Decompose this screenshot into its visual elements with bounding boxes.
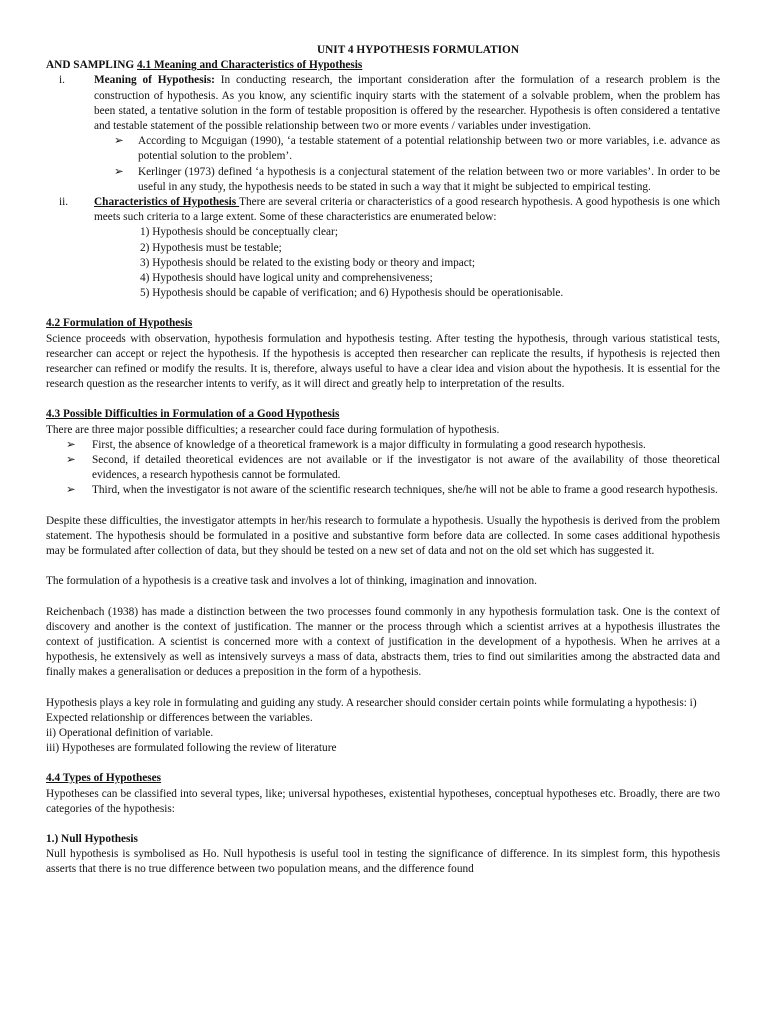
- section-4-4-paragraph: Hypotheses can be classified into several types, like; universal hypotheses, existential hypotheses, conceptual hypotheses etc. Broadly, there are two categories of the hypothesis:: [46, 787, 720, 815]
- key-role-point-2: ii) Operational definition of variable.: [46, 726, 214, 739]
- characteristics-text: There are several criteria or characteristics of a good research hypothesis. A good hypothesis is one which meets such criteria to a large extent. Some of these characteristics are enumerated below:: [94, 196, 720, 224]
- list-item: 1) Hypothesis should be conceptually clear;: [140, 226, 338, 239]
- unit-title: UNIT 4 HYPOTHESIS FORMULATION: [316, 44, 519, 56]
- section-title-4-3: 4.3 Possible Difficulties in Formulation of a Good Hypothesis: [46, 408, 340, 421]
- characteristics-label: Characteristics of Hypothesis: [94, 196, 240, 209]
- section-4-3-intro: There are three major possible difficulties; a researcher could face during formulation of hypothesis.: [46, 423, 500, 436]
- item-meaning-of-hypothesis: [46, 73, 720, 134]
- section-title-4-4: 4.4 Types of Hypotheses: [46, 772, 162, 785]
- definition-bullets: [110, 134, 720, 195]
- arrow-bullet-icon: ➢: [66, 484, 76, 497]
- meaning-paragraph: [94, 73, 720, 134]
- section-4-2-paragraph: Science proceeds with observation, hypothesis formulation and hypothesis testing. After testing the hypothesis, through various statistical tests, researcher can accept or reject the hypothesis. If the hypothesis is accepted then researcher can replicate the results, if hypothesis is rejected then researcher can refined or modify the results. It is, therefore, always useful to have a clear idea and vision about the hypothesis. It is essential for the research question as the researcher intents to verify, as it will direct and greatly help to interpretation of the results.: [46, 332, 720, 391]
- list-item: 2) Hypothesis must be testable;: [140, 241, 282, 254]
- section-heading-4-1: [46, 58, 720, 73]
- list-item: ➢ Third, when the investigator is not aware of the scientific research techniques, she/he will not be able to frame a good research hypothesis.: [66, 483, 720, 498]
- heading-prefix: AND SAMPLING: [46, 59, 138, 72]
- null-hypothesis-title: 1.) Null Hypothesis: [46, 832, 138, 845]
- list-item: ➢ Second, if detailed theoretical evidences are not available or if the investigator is not aware of the availability of those theoretical evidences, a research hypothesis cannot be formulated.: [66, 453, 720, 483]
- arrow-bullet-icon: ➢: [66, 454, 76, 467]
- null-hypothesis-paragraph: Null hypothesis is symbolised as Ho. Null hypothesis is useful tool in testing the significance of difference. In its simplest form, this hypothesis asserts that there is no true difference between two population means, and the difference found: [46, 848, 720, 876]
- arrow-bullet-icon: ➢: [66, 438, 76, 451]
- characteristics-list: [140, 225, 720, 301]
- list-item: ➢ According to Mcguigan (1990), ‘a testable statement of a potential relationship between two or more variables, i.e. advance as potential solution to the problem’.: [110, 134, 720, 164]
- item-characteristics-of-hypothesis: [46, 195, 720, 225]
- meaning-text: In conducting research, the important consideration after the formulation of a research problem is the construction of hypothesis. As you know, any scientific inquiry starts with the statement of a solvable problem, when the problem has been stated, a tentative solution in the form of testable proposition is offered by the researcher. Hypothesis is often considered a tentative and testable statement of the possible relationship between two or more events / variables under investigation.: [94, 74, 720, 133]
- arrow-bullet-icon: ➢: [114, 135, 124, 148]
- creative-task-paragraph: The formulation of a hypothesis is a creative task and involves a lot of thinking, imagination and innovation.: [46, 575, 537, 588]
- heading-section-title: 4.1 Meaning and Characteristics of Hypothesis: [137, 59, 363, 72]
- roman-numeral: ii.: [59, 196, 69, 209]
- arrow-bullet-icon: ➢: [114, 165, 124, 178]
- roman-numeral: i.: [59, 74, 65, 87]
- key-role-paragraph: Hypothesis plays a key role in formulating and guiding any study. A researcher should consider certain points while formulating a hypothesis: i) Expected relationship or differences between the variables.: [46, 696, 697, 724]
- meaning-label: Meaning of Hypothesis:: [94, 74, 215, 87]
- list-item: 5) Hypothesis should be capable of verification; and 6) Hypothesis should be operationisable.: [140, 287, 564, 300]
- section-title-4-2: 4.2 Formulation of Hypothesis: [46, 317, 193, 330]
- key-role-point-3: iii) Hypotheses are formulated following the review of literature: [46, 742, 337, 755]
- list-item: 3) Hypothesis should be related to the existing body or theory and impact;: [140, 256, 476, 269]
- characteristics-paragraph: [94, 195, 720, 225]
- difficulties-bullets: [66, 438, 720, 499]
- difficulties-paragraph: Despite these difficulties, the investigator attempts in her/his research to formulate a hypothesis. Usually the hypothesis is derived from the problem statement. The hypothesis should be formulated in a positive and substantive form before data are collected. In some cases additional hypothesis may be formulated after collection of data, but they should be tested on a new set of data and not on the old set which has suggested it.: [46, 514, 720, 558]
- list-item: ➢ Kerlinger (1973) defined ‘a hypothesis is a conjectural statement of the relation between two or more variables’. In order to be useful in any study, the hypothesis needs to be stated in such a way that it might be subjected to empirical testing.: [110, 165, 720, 195]
- reichenbach-paragraph: Reichenbach (1938) has made a distinction between the two processes found commonly in any hypothesis formulation task. One is the context of discovery and another is the context of justification. The manner or the process through which a scientist arrives at a hypothesis illustrates the context of justification. A scientist is concerned more with a context of justification in the development of a hypothesis. When he arrives at a hypothesis, he extensively as well as intensively surveys a mass of data, abstracts them, tries to find out similarities among the abstracted data and finally makes a generalisation or deduces a preposition in the form of a hypothesis.: [46, 605, 720, 679]
- list-item: 4) Hypothesis should have logical unity and comprehensiveness;: [140, 272, 433, 285]
- list-item: ➢ First, the absence of knowledge of a theoretical framework is a major difficulty in formulating a good research hypothesis.: [66, 438, 720, 453]
